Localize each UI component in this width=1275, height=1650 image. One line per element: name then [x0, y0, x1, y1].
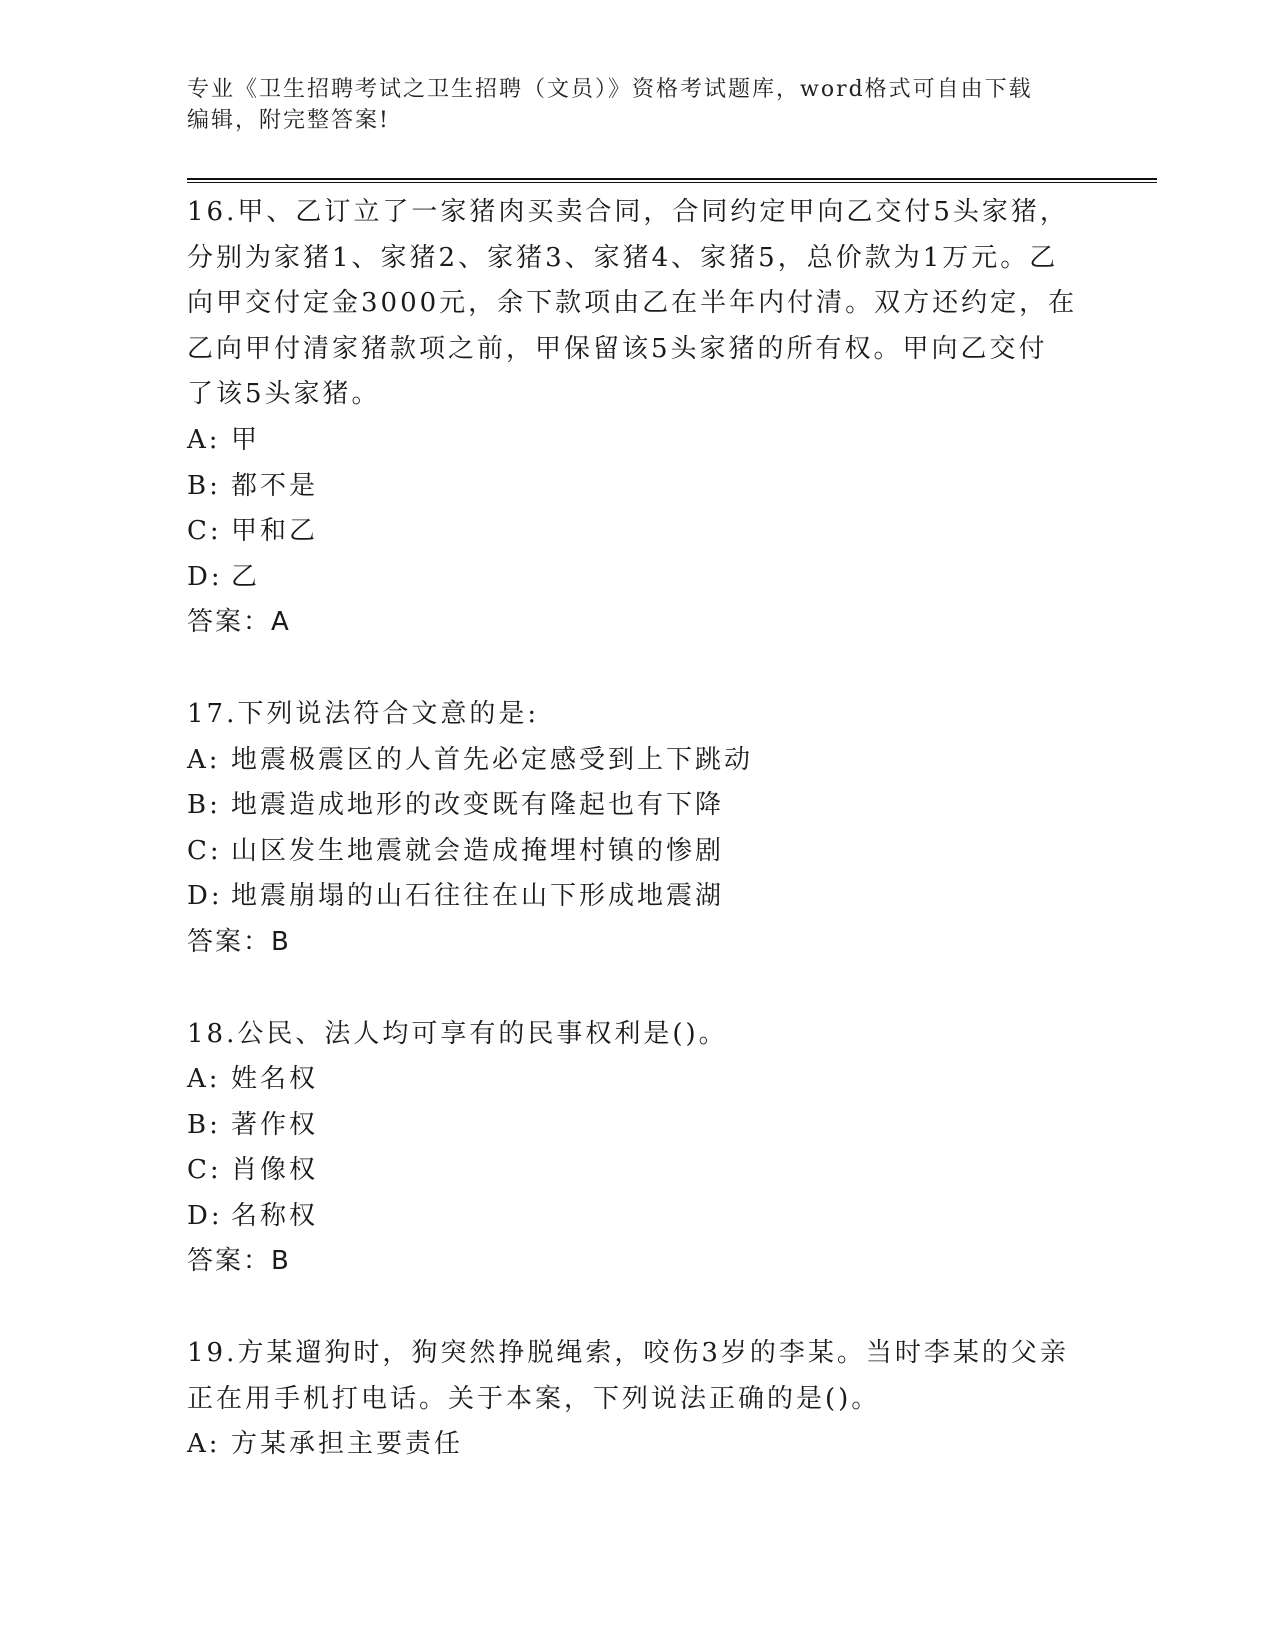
- option-text: 甲: [231, 424, 261, 455]
- option-text: 著作权: [231, 1109, 319, 1140]
- document-header: [187, 74, 1067, 136]
- option-letter: B:: [187, 470, 221, 501]
- header-divider: [187, 178, 1157, 183]
- option-text: 方某承担主要责任: [231, 1429, 464, 1460]
- option-letter: A:: [187, 1064, 221, 1095]
- question-stem-line: 了该5头家猪。: [187, 379, 381, 410]
- question-19: [187, 1331, 1087, 1468]
- option-b: [187, 464, 1087, 510]
- answer-line: 答案：B: [187, 926, 291, 957]
- option-text: 都不是: [231, 470, 319, 501]
- question-spacer: [187, 966, 1087, 1012]
- question-stem-line: 分别为家猪1、家猪2、家猪3、家猪4、家猪5，总价款为1万元。乙: [187, 242, 1059, 273]
- option-c: [187, 509, 1087, 555]
- question-stem-line: 正在用手机打电话。关于本案，下列说法正确的是()。: [187, 1383, 881, 1414]
- option-d: [187, 874, 1087, 920]
- option-a: [187, 1422, 1087, 1468]
- header-line-1: 专业《卫生招聘考试之卫生招聘（文员）》资格考试题库，word格式可自由下载: [187, 77, 1033, 102]
- option-text: 甲和乙: [231, 516, 319, 547]
- option-a: [187, 1057, 1087, 1103]
- answer-line: 答案：A: [187, 607, 291, 638]
- option-c: [187, 829, 1087, 875]
- option-letter: A:: [187, 1429, 221, 1460]
- option-c: [187, 1148, 1087, 1194]
- option-letter: C:: [187, 516, 222, 547]
- option-text: 乙: [231, 561, 261, 592]
- option-letter: A:: [187, 744, 221, 775]
- option-a: [187, 418, 1087, 464]
- question-spacer: [187, 1285, 1087, 1331]
- option-text: 地震极震区的人首先必定感受到上下跳动: [231, 744, 754, 775]
- option-d: [187, 1194, 1087, 1240]
- option-letter: C:: [187, 1155, 222, 1186]
- question-stem-line: 16.甲、乙订立了一家猪肉买卖合同，合同约定甲向乙交付5头家猪，: [187, 197, 1069, 227]
- option-letter: B:: [187, 1109, 221, 1140]
- question-17: [187, 692, 1087, 966]
- question-stem-line: 17.下列说法符合文意的是:: [187, 698, 540, 729]
- option-text: 地震崩塌的山石往往在山下形成地震湖: [231, 881, 725, 912]
- header-line-2: 编辑，附完整答案!: [187, 108, 390, 133]
- option-letter: D:: [187, 881, 223, 912]
- option-letter: D:: [187, 1200, 223, 1231]
- option-text: 肖像权: [231, 1155, 319, 1186]
- option-text: 姓名权: [231, 1064, 319, 1095]
- option-letter: A:: [187, 424, 221, 455]
- option-letter: B:: [187, 790, 221, 821]
- question-16: [187, 190, 1087, 646]
- option-b: [187, 1103, 1087, 1149]
- option-letter: C:: [187, 835, 222, 866]
- question-spacer: [187, 646, 1087, 692]
- option-text: 山区发生地震就会造成掩埋村镇的惨剧: [231, 835, 725, 866]
- option-b: [187, 783, 1087, 829]
- question-list: [187, 190, 1087, 1468]
- question-stem-line: 向甲交付定金3000元，余下款项由乙在半年内付清。双方还约定，在: [187, 288, 1078, 319]
- option-text: 地震造成地形的改变既有隆起也有下降: [231, 790, 725, 821]
- option-a: [187, 738, 1087, 784]
- question-18: [187, 1012, 1087, 1286]
- question-stem-line: 18.公民、法人均可享有的民事权利是()。: [187, 1018, 728, 1049]
- option-d: [187, 555, 1087, 601]
- question-stem-line: 19.方某遛狗时，狗突然挣脱绳索，咬伤3岁的李某。当时李某的父亲: [187, 1338, 1069, 1369]
- option-text: 名称权: [231, 1200, 319, 1231]
- option-letter: D:: [187, 561, 223, 592]
- answer-line: 答案：B: [187, 1246, 291, 1277]
- question-stem-line: 乙向甲付清家猪款项之前，甲保留该5头家猪的所有权。甲向乙交付: [187, 333, 1048, 364]
